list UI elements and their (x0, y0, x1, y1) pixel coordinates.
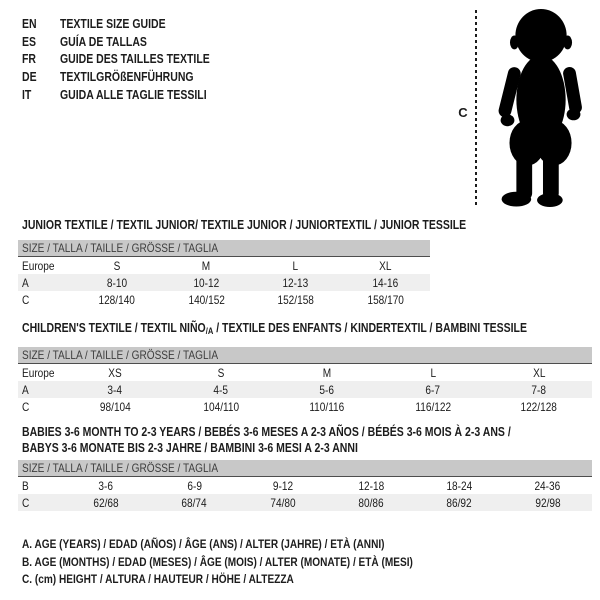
language-row-en (22, 16, 238, 34)
row-label: C (22, 292, 30, 307)
language-label: GUÍA DE TALLAS (60, 34, 147, 49)
footnote-c: C. (cm) HEIGHT / ALTURA / HAUTEUR / HÖHE / ALTEZZA (22, 572, 294, 586)
size-header-bar: SIZE / TALLA / TAILLE / GRÖSSE / TAGLIA (18, 347, 592, 364)
table-row-age-months (18, 477, 592, 494)
size-cell: S (113, 258, 121, 273)
age-cell: 12-13 (282, 275, 309, 290)
age-cell: 5-6 (319, 382, 335, 397)
age-cell: 6-9 (187, 478, 202, 493)
height-cell: 158/170 (367, 292, 404, 307)
age-cell: 6-7 (425, 382, 441, 397)
language-code: FR (22, 52, 37, 67)
age-cell: 3-4 (107, 382, 123, 397)
language-label: TEXTILGRÖßENFÜHRUNG (60, 70, 194, 85)
junior-table-title: JUNIOR TEXTILE / TEXTIL JUNIOR/ TEXTILE JUNIOR / JUNIORTEXTIL / JUNIOR TESSILE (22, 218, 467, 232)
language-label: TEXTILE SIZE GUIDE (60, 17, 166, 31)
height-cell: 128/140 (98, 292, 135, 307)
size-header-bar: SIZE / TALLA / TAILLE / GRÖSSE / TAGLIA (18, 240, 430, 257)
age-cell: 7-8 (531, 382, 547, 397)
size-header-bar: SIZE / TALLA / TAILLE / GRÖSSE / TAGLIA (18, 460, 592, 477)
table-row-age (18, 274, 430, 291)
language-code: DE (22, 70, 37, 85)
height-cell: 74/80 (270, 495, 296, 510)
height-cell: 116/122 (415, 399, 451, 414)
row-label: Europe (22, 258, 55, 273)
row-label: Europe (22, 365, 55, 380)
age-cell: 18-24 (446, 478, 473, 493)
age-cell: 14-16 (372, 275, 399, 290)
language-code: IT (22, 87, 32, 102)
language-row-fr (22, 51, 238, 69)
age-cell: 3-6 (98, 478, 114, 493)
footnote-b: B. AGE (MONTHS) / EDAD (MESES) / ÂGE (MOIS) / ALTER (MONATE) / ETÀ (MESI) (22, 554, 413, 569)
language-row-de (22, 69, 238, 87)
age-cell: 4-5 (213, 382, 229, 397)
table-row-height (18, 291, 430, 308)
babies-table (18, 460, 592, 511)
children-table-title: CHILDREN'S TEXTILE / TEXTIL NIÑO/A / TEXTILE DES ENFANTS / KINDERTEXTIL / BAMBINI TESSILE (22, 321, 527, 336)
height-cell: 110/116 (309, 399, 345, 414)
babies-table-title: BABIES 3-6 MONTH TO 2-3 YEARS / BEBÉS 3-6 MESES A 2-3 AÑOS / BÉBÉS 3-6 MOIS À 2-3 ANS / BABYS 3-6 MONATE BIS 2-3 JAHRE / BAMBINI 3-6 MESI A 2-3 ANNI (22, 425, 511, 455)
age-cell: 12-18 (358, 478, 385, 493)
table-row-height (18, 398, 592, 415)
age-cell: 9-12 (272, 478, 293, 493)
height-cell: 86/92 (446, 495, 473, 510)
age-cell: 8-10 (106, 275, 127, 290)
language-list (22, 16, 238, 105)
language-code: ES (22, 34, 37, 49)
size-cell: L (292, 258, 299, 273)
language-label: GUIDE DES TAILLES TEXTILE (60, 52, 210, 67)
size-cell: XL (532, 365, 546, 380)
height-cell: 80/86 (358, 495, 384, 510)
size-cell: L (430, 365, 436, 380)
measure-label-c: C (458, 105, 468, 120)
footnotes (22, 536, 487, 589)
height-cell: 152/158 (277, 292, 314, 307)
height-cell: 104/110 (203, 399, 239, 414)
table-row-europe (18, 257, 430, 274)
height-cell: 92/98 (535, 495, 561, 510)
title-subscript: /A (205, 326, 214, 336)
height-cell: 122/128 (520, 399, 558, 414)
table-row-height (18, 494, 592, 511)
language-code: EN (22, 17, 37, 31)
size-cell: M (202, 258, 211, 273)
row-label: C (22, 399, 30, 414)
children-table (18, 347, 592, 415)
age-cell: 24-36 (534, 478, 561, 493)
size-cell: M (322, 365, 332, 380)
row-label: C (22, 495, 30, 510)
height-cell: 140/152 (188, 292, 225, 307)
junior-table (18, 240, 430, 308)
height-cell: 68/74 (181, 495, 208, 510)
footnote-a: A. AGE (YEARS) / EDAD (AÑOS) / ÂGE (ANS) / ALTER (JAHRE) / ETÀ (ANNI) (22, 537, 385, 551)
height-cell: 62/68 (93, 495, 119, 510)
language-row-it (22, 87, 238, 105)
size-cell: XS (108, 365, 122, 380)
table-row-age (18, 381, 592, 398)
age-cell: 10-12 (193, 275, 220, 290)
language-label: GUIDA ALLE TAGLIE TESSILI (60, 87, 207, 102)
height-measure-dashed-line (475, 10, 477, 206)
table-row-europe (18, 364, 592, 381)
size-cell: S (217, 365, 225, 380)
row-label: B (22, 478, 29, 493)
row-label: A (22, 275, 29, 290)
language-row-es (22, 34, 238, 52)
height-cell: 98/104 (99, 399, 131, 414)
row-label: A (22, 382, 29, 397)
size-cell: XL (379, 258, 392, 273)
toddler-silhouette-image (486, 6, 598, 208)
